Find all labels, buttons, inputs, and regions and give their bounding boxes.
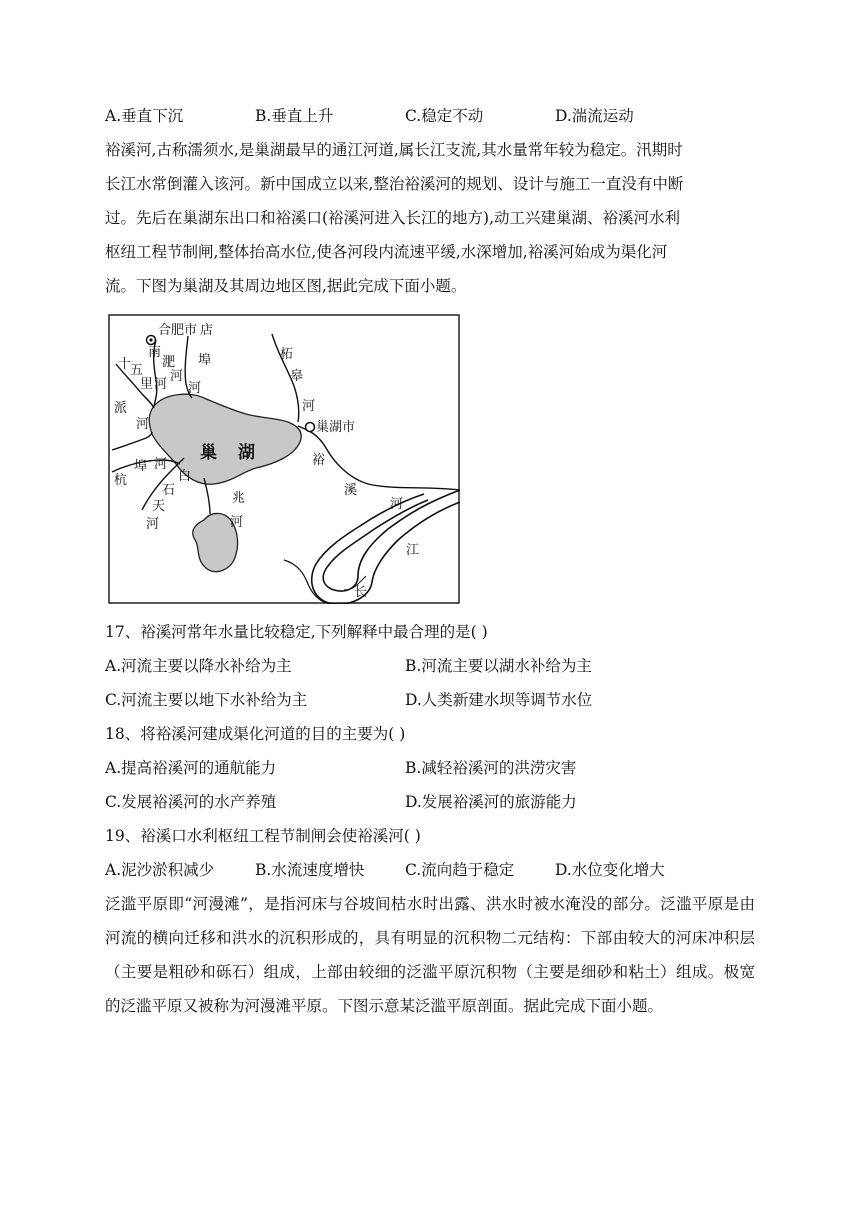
- label-yuxi-2: 溪: [344, 483, 358, 498]
- label-yuxi-1: 裕: [312, 453, 326, 468]
- label-baishitian-3: 天: [152, 499, 166, 514]
- label-pai-1: 派: [114, 401, 128, 416]
- q17-stem: 17、裕溪河常年水量比较稳定,下列解释中最合理的是( ): [105, 623, 488, 641]
- q17-option-c: C.河流主要以地下水补给为主: [105, 691, 308, 709]
- label-baishitian-2: 石: [162, 483, 176, 498]
- q17-option-b: B.河流主要以湖水补给为主: [405, 657, 592, 675]
- label-zhegao-3: 河: [302, 399, 316, 414]
- passage1-line-4: 枢纽工程节制闸,整体抬高水位,使各河段内流速平缓,水深增加,裕溪河始成为渠化河: [105, 243, 668, 261]
- q19-option-c: C.流向趋于稳定: [405, 861, 515, 879]
- passage1-line-1: 裕溪河,古称濡须水,是巢湖最早的通江河道,属长江支流,其水量常年较为稳定。汛期时: [105, 141, 683, 159]
- label-hangbu-1: 杭: [114, 473, 128, 488]
- label-chaohu-city: 巢湖市: [316, 420, 356, 435]
- q19-option-a: A.泥沙淤积减少: [105, 861, 215, 879]
- q19-option-b: B.水流速度增快: [255, 861, 365, 879]
- q18-option-c: C.发展裕溪河的水产养殖: [105, 793, 277, 811]
- label-hangbu-3: 河: [154, 457, 168, 472]
- label-lake-1: 巢: [200, 443, 217, 463]
- passage1-line-3: 过。先后在巢湖东出口和裕溪口(裕溪河进入长江的地方),动工兴建巢湖、裕溪河水利: [105, 209, 681, 227]
- q16-option-b: B.垂直上升: [255, 107, 334, 125]
- label-baishitian-4: 河: [146, 517, 160, 532]
- label-dianbu-2: 埠: [198, 353, 212, 368]
- q18-option-a: A.提高裕溪河的通航能力: [105, 759, 277, 777]
- label-pai-2: 河: [136, 417, 150, 432]
- passage1-line-5: 流。下图为巢湖及其周边地区图,据此完成下面小题。: [105, 277, 467, 295]
- label-nanfei-1: 南: [148, 345, 162, 360]
- label-shiwuli-4: 河: [154, 377, 168, 392]
- q16-option-c: C.稳定不动: [405, 107, 484, 125]
- label-dianbu-1: 店: [200, 323, 214, 338]
- label-zhao-1: 兆: [232, 491, 246, 506]
- label-changjiang-1: 江: [406, 543, 420, 558]
- label-shiwuli-1: 十: [118, 357, 132, 372]
- label-shiwuli-2: 五: [130, 363, 144, 378]
- passage2: [105, 887, 755, 1023]
- q17-option-d: D.人类新建水坝等调节水位: [405, 691, 593, 709]
- passage2-text: 泛滥平原即“河漫滩”，是指河床与谷坡间枯水时出露、洪水时被水淹没的部分。泛滥平原是由河流的横向迁移和洪水的沉积形成的，具有明显的沉积物二元结构：下部由较大的河床冲积层（主要是粗砂和砾石）组成，上部由较细的泛滥平原沉积物（主要是细砂和粘土）组成。极宽的泛滥平原又被称为河漫滩平原。下图示意某泛滥平原剖面。据此完成下面小题。: [105, 895, 755, 1015]
- q19-option-d: D.水位变化增大: [555, 861, 665, 879]
- label-nanfei-2: 淝: [162, 355, 176, 370]
- q16-option-a: A.垂直下沉: [105, 107, 184, 125]
- label-nanfei-3: 河: [170, 369, 184, 384]
- q18-option-b: B.减轻裕溪河的洪涝灾害: [405, 759, 577, 777]
- label-hefei: 合肥市: [158, 323, 198, 338]
- label-hangbu-2: 埠: [134, 459, 148, 474]
- label-baishitian-1: 白: [178, 469, 192, 484]
- passage1-line-2: 长江水常倒灌入该河。新中国成立以来,整治裕溪河的规划、设计与施工一直没有中断: [105, 175, 684, 193]
- label-zhegao-1: 柘: [280, 347, 294, 362]
- q16-option-d: D.湍流运动: [555, 107, 634, 125]
- label-yuxi-3: 河: [390, 497, 404, 512]
- label-changjiang-2: 长: [354, 585, 368, 600]
- label-zhao-2: 河: [230, 515, 244, 530]
- label-zhegao-2: 皋: [290, 369, 304, 384]
- label-shiwuli-3: 里: [140, 377, 154, 392]
- label-dianbu-3: 河: [188, 381, 202, 396]
- q18-stem: 18、将裕溪河建成渠化河道的目的主要为( ): [105, 725, 406, 743]
- q18-option-d: D.发展裕溪河的旅游能力: [405, 793, 577, 811]
- label-lake-2: 湖: [238, 443, 255, 463]
- q17-option-a: A.河流主要以降水补给为主: [105, 657, 292, 675]
- chaohu-region-map: [108, 314, 460, 604]
- q19-stem: 19、裕溪口水利枢纽工程节制闸会使裕溪河( ): [105, 827, 421, 845]
